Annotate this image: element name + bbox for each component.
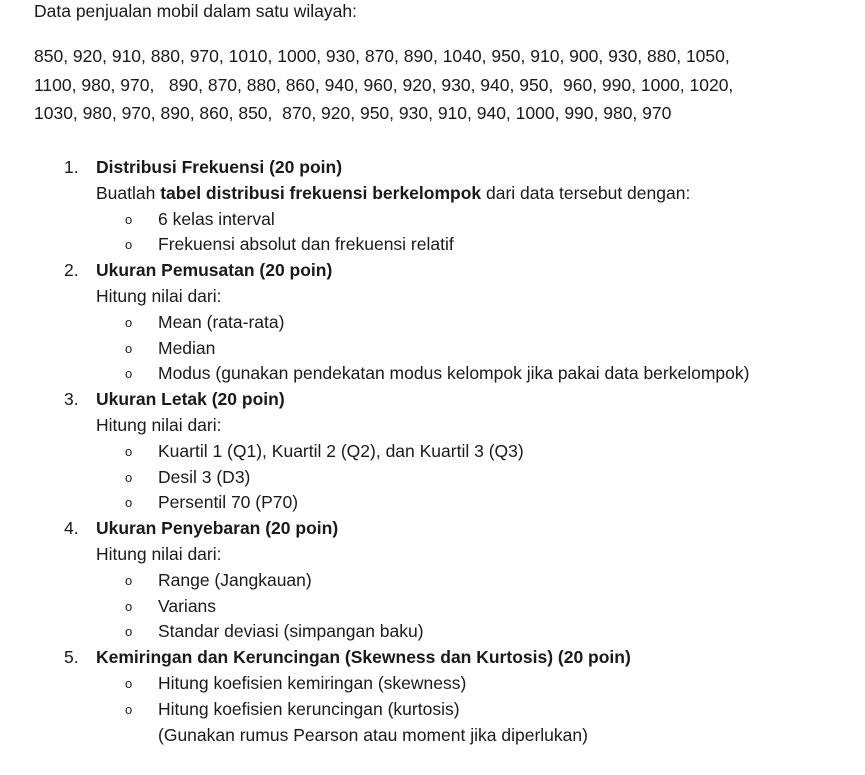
list-item-text: Persentil 70 (P70)	[158, 492, 299, 513]
question-number: 1.	[64, 157, 79, 177]
instruction-emphasis: tabel distribusi frekuensi berkelompok	[160, 182, 482, 203]
list-item-text: Desil 3 (D3)	[158, 466, 251, 487]
question-number: 5.	[64, 647, 79, 668]
list-item	[0, 207, 865, 233]
bullet-icon: o	[125, 366, 133, 382]
bullet-icon: o	[125, 675, 133, 691]
list-item-text: Varians	[158, 595, 217, 616]
sales-data-block	[34, 42, 733, 128]
question-5	[0, 645, 865, 748]
question-instruction: Hitung nilai dari:	[96, 414, 222, 435]
question-title: Ukuran Letak (20 poin)	[96, 389, 285, 410]
formula-note: (Gunakan rumus Pearson atau moment jika diperlukan)	[158, 724, 588, 745]
question-number: 4.	[64, 518, 79, 539]
bullet-icon: o	[125, 495, 133, 511]
list-item	[0, 697, 865, 723]
list-item	[0, 594, 865, 620]
bullet-icon: o	[125, 598, 133, 614]
question-number: 2.	[64, 260, 79, 281]
list-item-text: Standar deviasi (simpangan baku)	[158, 621, 424, 642]
list-item	[0, 490, 865, 516]
list-item	[0, 439, 865, 465]
bullet-icon: o	[125, 572, 133, 588]
list-item-text: Median	[158, 337, 216, 358]
question-instruction: Hitung nilai dari:	[96, 543, 222, 564]
question-list	[0, 155, 865, 748]
data-line: 1100, 980, 970, 890, 870, 880, 860, 940, 960, 920, 930, 940, 950, 960, 990, 1000, 1020,	[34, 74, 734, 95]
data-line: 1030, 980, 970, 890, 860, 850, 870, 920, 950, 930, 910, 940, 1000, 990, 980, 970	[34, 103, 672, 123]
question-instruction	[0, 181, 865, 207]
bullet-icon: o	[125, 469, 133, 485]
bullet-icon: o	[125, 624, 133, 640]
list-item	[0, 232, 865, 258]
question-number: 3.	[64, 389, 79, 410]
bullet-icon: o	[125, 443, 133, 459]
list-item-text: Kuartil 1 (Q1), Kuartil 2 (Q2), dan Kuartil 3 (Q3)	[158, 440, 524, 461]
list-item	[0, 361, 865, 387]
data-line: 850, 920, 910, 880, 970, 1010, 1000, 930, 870, 890, 1040, 950, 910, 900, 930, 880, 1050,	[34, 46, 730, 66]
list-item-text: Range (Jangkauan)	[158, 569, 312, 590]
list-item	[0, 310, 865, 336]
question-instruction: Hitung nilai dari:	[96, 285, 222, 306]
bullet-icon: o	[125, 340, 133, 356]
question-title: Ukuran Pemusatan (20 poin)	[96, 260, 333, 281]
list-item-text: Hitung koefisien keruncingan (kurtosis)	[158, 698, 460, 719]
bullet-icon: o	[125, 701, 133, 717]
list-item-text: Hitung koefisien kemiringan (skewness)	[158, 672, 467, 693]
instruction-text: Buatlah	[96, 182, 161, 203]
question-title: Ukuran Penyebaran (20 poin)	[96, 518, 339, 539]
list-item	[0, 568, 865, 594]
list-item-text: 6 kelas interval	[158, 208, 275, 229]
bullet-icon: o	[125, 237, 133, 253]
list-item-text: Frekuensi absolut dan frekuensi relatif	[158, 234, 454, 255]
question-1	[0, 155, 865, 258]
list-item	[0, 671, 865, 697]
bullet-icon: o	[125, 211, 133, 227]
question-title: Kemiringan dan Keruncingan (Skewness dan Kurtosis) (20 poin)	[96, 647, 631, 668]
intro-text: Data penjualan mobil dalam satu wilayah:	[34, 1, 357, 21]
list-item-text: Mean (rata-rata)	[158, 311, 285, 332]
instruction-text: dari data tersebut dengan:	[481, 182, 691, 203]
question-3	[0, 387, 865, 516]
bullet-icon: o	[125, 314, 133, 330]
list-item	[0, 619, 865, 645]
list-item-text: Modus (gunakan pendekatan modus kelompok jika pakai data berkelompok)	[158, 363, 750, 384]
question-2	[0, 258, 865, 387]
question-title: Distribusi Frekuensi (20 poin)	[96, 157, 343, 177]
list-item	[0, 336, 865, 362]
list-item	[0, 465, 865, 491]
question-4	[0, 516, 865, 645]
